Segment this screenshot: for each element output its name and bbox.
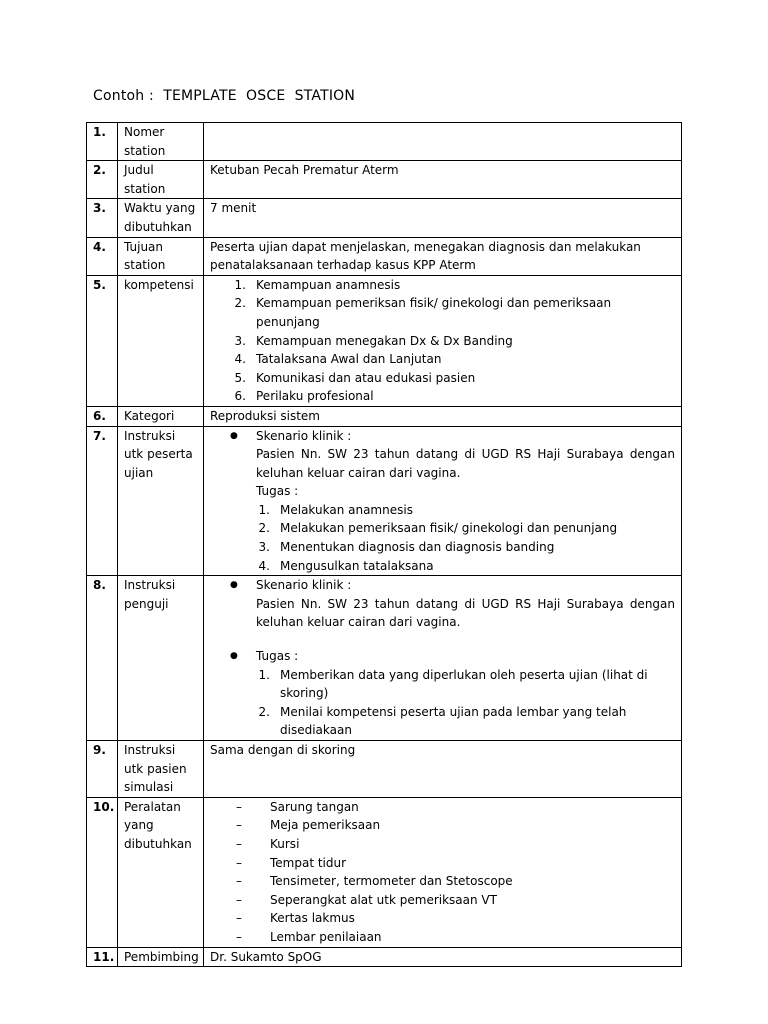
list-item: 1. Melakukan anamnesis: [258, 502, 413, 517]
scenario-text: keluhan keluar cairan dari vagina.: [256, 465, 461, 480]
task-list: [210, 666, 675, 740]
row-label: Instruksi utk peserta ujian: [118, 426, 204, 576]
bullet-item: ● Tugas :: [210, 647, 675, 666]
bullet-item: ● Skenario klinik :: [210, 576, 675, 595]
list-item: – Tempat tidur: [236, 855, 347, 870]
list-item: 3. Kemampuan menegakan Dx & Dx Banding: [234, 333, 513, 348]
row-value: Sama dengan di skoring: [204, 741, 682, 798]
row-number: 3.: [87, 199, 118, 237]
table-row: [87, 199, 682, 237]
row-number: 11.: [87, 947, 118, 967]
row-label: Judul station: [118, 161, 204, 199]
table-row: [87, 123, 682, 161]
list-item: – Kursi: [236, 836, 300, 851]
row-value: 7 menit: [204, 199, 682, 237]
bullet-icon: ●: [230, 580, 238, 591]
row-number: 8.: [87, 576, 118, 741]
table-row: [87, 275, 682, 406]
list-item: 1. Memberikan data yang diperlukan oleh peserta ujian (lihat di skoring): [258, 667, 648, 701]
row-label: Pembimbing: [118, 947, 204, 967]
row-label: kompetensi: [118, 275, 204, 406]
table-row: [87, 406, 682, 426]
row-number: 4.: [87, 237, 118, 275]
bullet-icon: ●: [230, 430, 238, 441]
row-value: Peserta ujian dapat menjelaskan, menegakan diagnosis dan melakukan penatalaksanaan terhadap kasus KPP Aterm: [204, 237, 682, 275]
list-item: 6. Perilaku profesional: [234, 389, 374, 404]
row-label: Instruksi utk pasien simulasi: [118, 741, 204, 798]
list-item: 5. Komunikasi dan atau edukasi pasien: [234, 370, 476, 385]
bullet-item: ● Skenario klinik :: [210, 427, 675, 446]
list-item: 2. Melakukan pemeriksaan fisik/ ginekologi dan penunjang: [258, 521, 618, 536]
row-number: 7.: [87, 426, 118, 576]
table-row: [87, 741, 682, 798]
list-item: 3. Menentukan diagnosis dan diagnosis banding: [258, 540, 555, 555]
row-number: 10.: [87, 797, 118, 947]
list-item: 2. Kemampuan pemeriksan fisik/ ginekologi dan pemeriksaan penunjang: [234, 296, 612, 329]
scenario-text: keluhan keluar cairan dari vagina.: [256, 615, 461, 630]
row-value: [204, 797, 682, 947]
list-item: 1. Kemampuan anamnesis: [234, 277, 401, 292]
row-value: Ketuban Pecah Prematur Aterm: [204, 161, 682, 199]
row-label: Peralatan yang dibutuhkan: [118, 797, 204, 947]
row-number: 2.: [87, 161, 118, 199]
row-number: 1.: [87, 123, 118, 161]
list-item: – Tensimeter, termometer dan Stetoscope: [236, 874, 513, 889]
table-row: [87, 576, 682, 741]
row-label: Nomer station: [118, 123, 204, 161]
table-row: [87, 797, 682, 947]
row-value: Reproduksi sistem: [204, 406, 682, 426]
list-item: – Sarung tangan: [236, 799, 359, 814]
row-number: 9.: [87, 741, 118, 798]
table-row: [87, 161, 682, 199]
list-item: – Lembar penilaiaan: [236, 929, 382, 944]
row-value: Dr. Sukamto SpOG: [204, 947, 682, 967]
row-value: [204, 123, 682, 161]
row-number: 5.: [87, 275, 118, 406]
list-item: – Kertas lakmus: [236, 911, 355, 926]
competency-list: [210, 276, 675, 406]
list-item: – Meja pemeriksaan: [236, 818, 381, 833]
bullet-icon: ●: [230, 651, 238, 662]
row-number: 6.: [87, 406, 118, 426]
task-list: [210, 501, 675, 575]
row-label: Kategori: [118, 406, 204, 426]
row-value: [204, 275, 682, 406]
row-value: [204, 426, 682, 576]
scenario-text: Pasien Nn. SW 23 tahun datang di UGD RS Haji Surabaya dengan: [256, 596, 675, 611]
table-row: [87, 237, 682, 275]
row-value: [204, 576, 682, 741]
row-label: Instruksi penguji: [118, 576, 204, 741]
document-title: Contoh : TEMPLATE OSCE STATION: [93, 88, 356, 104]
scenario-text: Pasien Nn. SW 23 tahun datang di UGD RS Haji Surabaya dengan: [256, 447, 675, 462]
osce-template-table: [86, 122, 682, 967]
table-row: [87, 947, 682, 967]
equipment-list: [210, 798, 675, 947]
list-item: 4. Tatalaksana Awal dan Lanjutan: [234, 352, 442, 367]
list-item: 4. Mengusulkan tatalaksana: [258, 558, 434, 573]
list-item: 2. Menilai kompetensi peserta ujian pada lembar yang telah disediakaan: [258, 704, 627, 738]
table-row: [87, 426, 682, 576]
tasks-label: Tugas :: [256, 484, 299, 499]
row-label: Waktu yang dibutuhkan: [118, 199, 204, 237]
row-label: Tujuan station: [118, 237, 204, 275]
list-item: – Seperangkat alat utk pemeriksaan VT: [236, 892, 497, 907]
